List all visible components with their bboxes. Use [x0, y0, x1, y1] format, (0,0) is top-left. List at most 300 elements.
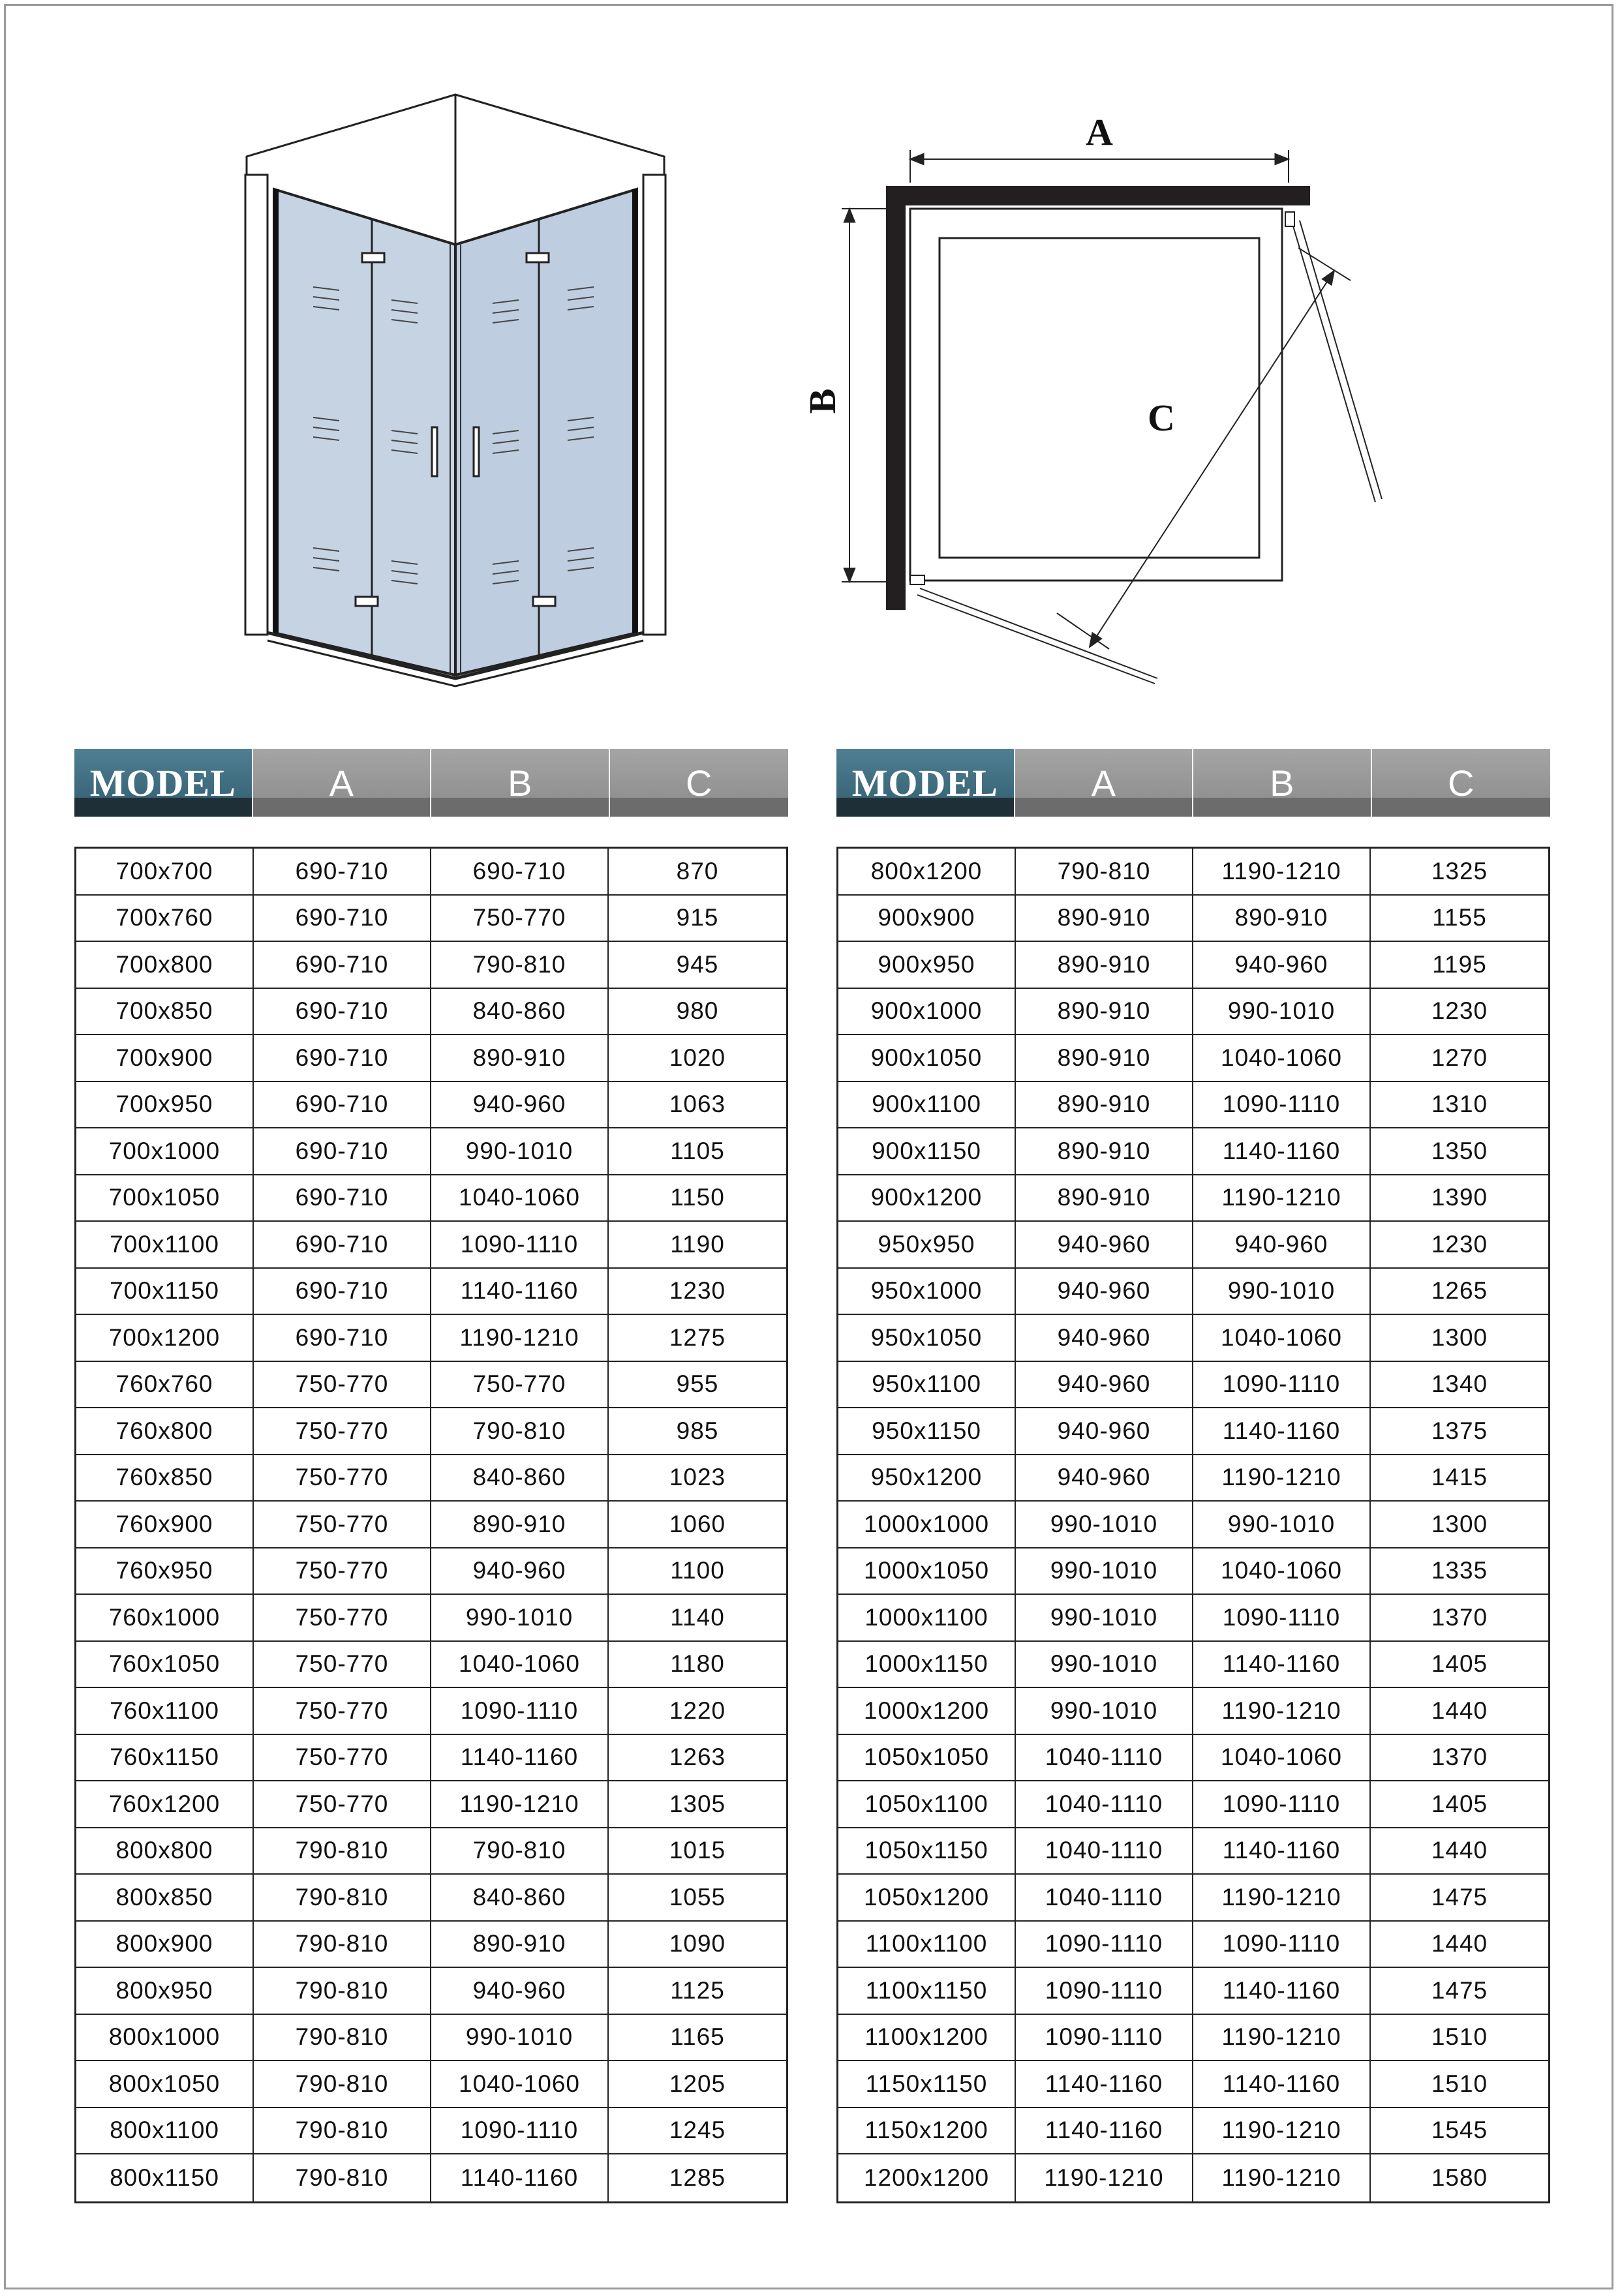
cell-a: 940-960 — [1016, 1315, 1193, 1361]
header-b: B — [431, 749, 610, 817]
table-row — [838, 2015, 1548, 2062]
table-row — [838, 2154, 1548, 2201]
cell-b: 1140-1160 — [1193, 1408, 1371, 1454]
cell-b: 890-910 — [431, 1502, 609, 1547]
table-row — [76, 1922, 786, 1969]
cell-c: 1310 — [1431, 1091, 1488, 1118]
cell-b: 1190-1210 — [431, 1781, 609, 1827]
cell-b: 840-860 — [431, 1455, 609, 1501]
cell-model: 760x1000 — [76, 1595, 254, 1640]
cell-c: 1405 — [1431, 1790, 1488, 1817]
cell-a: 690-710 — [254, 942, 431, 988]
cell-b: 1140-1160 — [1193, 1968, 1371, 2014]
cell-b: 1090-1110 — [431, 1688, 609, 1734]
table-row — [838, 1315, 1548, 1362]
cell-c: 1015 — [669, 1837, 726, 1864]
cell-c: 1230 — [1431, 997, 1488, 1025]
cell-a: 1190-1210 — [1016, 2154, 1193, 2201]
cell-c: 985 — [676, 1417, 719, 1444]
cell-model: 800x800 — [76, 1828, 254, 1874]
cell-model: 1200x1200 — [838, 2154, 1016, 2201]
table-row — [76, 2108, 786, 2155]
table-row — [76, 942, 786, 989]
cell-a: 1140-1160 — [1016, 2108, 1193, 2154]
cell-model: 1000x1050 — [838, 1548, 1016, 1594]
cell-a: 750-770 — [254, 1595, 431, 1640]
cell-model: 700x1100 — [76, 1222, 254, 1267]
table-body — [74, 847, 788, 2203]
table-row — [76, 1688, 786, 1735]
cell-c: 1475 — [1431, 1883, 1488, 1911]
cell-model: 950x1100 — [838, 1362, 1016, 1408]
cell-b: 1040-1060 — [1193, 1735, 1371, 1781]
cell-model: 700x850 — [76, 989, 254, 1035]
cell-b: 990-1010 — [1193, 989, 1371, 1035]
cell-c: 1245 — [669, 2117, 726, 2144]
cell-c: 1190 — [670, 1230, 725, 1258]
cell-b: 1040-1060 — [431, 2061, 609, 2107]
table-row — [76, 1408, 786, 1455]
cell-a: 1090-1110 — [1016, 2015, 1193, 2061]
cell-c: 1350 — [1431, 1137, 1488, 1164]
cell-model: 800x1150 — [76, 2154, 254, 2201]
cell-a: 940-960 — [1016, 1408, 1193, 1454]
cell-c: 1335 — [1431, 1557, 1488, 1584]
table-row — [76, 1455, 786, 1502]
cell-b: 1140-1160 — [431, 1735, 609, 1781]
table-row — [838, 1595, 1548, 1642]
cell-c: 1510 — [1431, 2023, 1488, 2051]
table-row — [76, 1828, 786, 1875]
cell-c: 1263 — [669, 1744, 726, 1771]
cell-c: 870 — [676, 857, 719, 884]
table-row — [838, 1548, 1548, 1595]
table-row — [838, 1922, 1548, 1969]
cell-c: 1545 — [1431, 2117, 1488, 2144]
cell-model: 760x850 — [76, 1455, 254, 1501]
cell-c: 955 — [676, 1370, 719, 1398]
cell-a: 690-710 — [254, 1175, 431, 1221]
cell-c: 1140 — [670, 1603, 725, 1631]
cell-c: 1180 — [670, 1650, 725, 1678]
cell-a: 990-1010 — [1016, 1548, 1193, 1594]
cell-a: 940-960 — [1016, 1455, 1193, 1501]
spec-table-left — [74, 749, 788, 2203]
label-b: B — [801, 388, 844, 414]
cell-model: 1050x1050 — [838, 1735, 1016, 1781]
cell-a: 790-810 — [254, 2108, 431, 2154]
cell-b: 1140-1160 — [1193, 1642, 1371, 1687]
cell-b: 1090-1110 — [1193, 1362, 1371, 1408]
cell-model: 760x760 — [76, 1362, 254, 1408]
cell-c: 980 — [676, 997, 719, 1025]
cell-b: 1140-1160 — [431, 2154, 609, 2201]
table-row — [838, 1875, 1548, 1922]
cell-c: 1055 — [669, 1883, 726, 1911]
cell-model: 700x1150 — [76, 1269, 254, 1314]
header-c: C — [610, 749, 789, 817]
cell-a: 790-810 — [254, 2015, 431, 2061]
cell-b: 890-910 — [1193, 896, 1371, 941]
cell-c: 1105 — [670, 1137, 725, 1164]
cell-b: 1190-1210 — [1193, 2154, 1371, 2201]
cell-b: 790-810 — [431, 1828, 609, 1874]
cell-b: 790-810 — [431, 942, 609, 988]
cell-b: 940-960 — [431, 1082, 609, 1128]
cell-model: 900x1050 — [838, 1035, 1016, 1081]
cell-b: 1190-1210 — [431, 1315, 609, 1361]
cell-model: 1150x1150 — [838, 2061, 1016, 2107]
cell-a: 1090-1110 — [1016, 1922, 1193, 1967]
cell-c: 1370 — [1431, 1603, 1488, 1631]
cell-a: 890-910 — [1016, 1082, 1193, 1128]
cell-a: 990-1010 — [1016, 1502, 1193, 1547]
cell-c: 1300 — [1431, 1323, 1488, 1351]
table-row — [838, 1502, 1548, 1548]
cell-model: 800x1200 — [838, 849, 1016, 894]
table-row — [838, 1362, 1548, 1409]
cell-model: 950x1150 — [838, 1408, 1016, 1454]
cell-b: 1190-1210 — [1193, 849, 1371, 894]
cell-b: 1090-1110 — [1193, 1595, 1371, 1640]
cell-c: 1020 — [669, 1044, 726, 1071]
cell-model: 800x900 — [76, 1922, 254, 1967]
cell-b: 990-1010 — [431, 1128, 609, 1174]
cell-c: 1270 — [1431, 1044, 1488, 1071]
cell-b: 1140-1160 — [431, 1269, 609, 1314]
cell-model: 700x800 — [76, 942, 254, 988]
spec-table-right — [836, 749, 1550, 2203]
cell-c: 1205 — [669, 2070, 726, 2097]
cell-a: 990-1010 — [1016, 1642, 1193, 1687]
cell-c: 1440 — [1431, 1837, 1488, 1864]
cell-b: 750-770 — [431, 896, 609, 941]
cell-a: 690-710 — [254, 1222, 431, 1267]
cell-b: 1190-1210 — [1193, 1455, 1371, 1501]
cell-model: 900x1100 — [838, 1082, 1016, 1128]
table-row — [838, 1128, 1548, 1175]
cell-c: 1475 — [1431, 1976, 1488, 2004]
dimension-diagram — [783, 91, 1409, 718]
cell-model: 1050x1200 — [838, 1875, 1016, 1920]
table-row — [838, 1222, 1548, 1269]
cell-c: 1325 — [1431, 857, 1488, 884]
table-row — [838, 1269, 1548, 1316]
cell-a: 1140-1160 — [1016, 2061, 1193, 2107]
cell-model: 760x1100 — [76, 1688, 254, 1734]
cell-b: 1090-1110 — [1193, 1082, 1371, 1128]
cell-a: 940-960 — [1016, 1362, 1193, 1408]
cell-model: 1000x1150 — [838, 1642, 1016, 1687]
cell-a: 1040-1110 — [1016, 1875, 1193, 1920]
table-row — [838, 942, 1548, 989]
table-row — [76, 896, 786, 943]
cell-model: 800x1100 — [76, 2108, 254, 2154]
cell-a: 790-810 — [254, 1828, 431, 1874]
table-row — [76, 1082, 786, 1129]
table-row — [76, 1548, 786, 1595]
cell-c: 1415 — [1431, 1464, 1488, 1491]
cell-a: 990-1010 — [1016, 1595, 1193, 1640]
table-row — [838, 2061, 1548, 2108]
table-row — [838, 1455, 1548, 1502]
cell-a: 1090-1110 — [1016, 1968, 1193, 2014]
cell-model: 900x1200 — [838, 1175, 1016, 1221]
cell-a: 890-910 — [1016, 1175, 1193, 1221]
cell-a: 690-710 — [254, 896, 431, 941]
table-row — [76, 989, 786, 1036]
cell-b: 940-960 — [1193, 942, 1371, 988]
cell-model: 900x1000 — [838, 989, 1016, 1035]
cell-a: 750-770 — [254, 1548, 431, 1594]
header-model: MODEL — [836, 749, 1015, 817]
cell-c: 1155 — [1432, 904, 1487, 931]
cell-model: 760x950 — [76, 1548, 254, 1594]
cell-c: 1440 — [1431, 1930, 1488, 1957]
cell-a: 750-770 — [254, 1362, 431, 1408]
cell-model: 1100x1200 — [838, 2015, 1016, 2061]
cell-c: 945 — [676, 950, 719, 978]
cell-b: 940-960 — [431, 1548, 609, 1594]
cell-a: 750-770 — [254, 1408, 431, 1454]
cell-c: 1300 — [1431, 1510, 1488, 1537]
table-row — [838, 989, 1548, 1036]
cell-b: 990-1010 — [431, 1595, 609, 1640]
label-c: C — [1148, 397, 1175, 439]
cell-a: 690-710 — [254, 1035, 431, 1081]
cell-b: 1040-1060 — [1193, 1035, 1371, 1081]
cell-c: 1390 — [1431, 1184, 1488, 1211]
cell-model: 700x760 — [76, 896, 254, 941]
cell-model: 950x950 — [838, 1222, 1016, 1267]
table-row — [76, 1595, 786, 1642]
cell-model: 760x1050 — [76, 1642, 254, 1687]
table-row — [838, 1968, 1548, 2015]
cell-model: 760x800 — [76, 1408, 254, 1454]
cell-a: 790-810 — [254, 1922, 431, 1967]
cell-model: 800x850 — [76, 1875, 254, 1920]
table-row — [76, 1642, 786, 1689]
cell-a: 790-810 — [254, 1875, 431, 1920]
cell-model: 1000x1100 — [838, 1595, 1016, 1640]
cell-c: 1265 — [1431, 1277, 1488, 1305]
cell-model: 700x1000 — [76, 1128, 254, 1174]
table-row — [76, 1968, 786, 2015]
table-row — [838, 2108, 1548, 2155]
table-row — [838, 1735, 1548, 1782]
cell-c: 915 — [676, 904, 719, 931]
cell-model: 1050x1150 — [838, 1828, 1016, 1874]
cell-c: 1230 — [669, 1277, 726, 1305]
cell-model: 700x1200 — [76, 1315, 254, 1361]
cell-b: 1040-1060 — [1193, 1315, 1371, 1361]
cell-a: 750-770 — [254, 1502, 431, 1547]
cell-model: 900x1150 — [838, 1128, 1016, 1174]
cell-c: 1305 — [669, 1790, 726, 1817]
table-row — [76, 1269, 786, 1316]
table-row — [76, 1315, 786, 1362]
cell-a: 890-910 — [1016, 942, 1193, 988]
table-row — [76, 2154, 786, 2201]
table-body — [836, 847, 1550, 2203]
cell-c: 1440 — [1431, 1697, 1488, 1724]
header-model: MODEL — [74, 749, 253, 817]
cell-a: 750-770 — [254, 1781, 431, 1827]
cell-model: 1100x1150 — [838, 1968, 1016, 2014]
cell-a: 690-710 — [254, 1128, 431, 1174]
table-row — [76, 1128, 786, 1175]
cell-b: 990-1010 — [431, 2015, 609, 2061]
label-a: A — [1086, 111, 1113, 153]
cell-a: 750-770 — [254, 1642, 431, 1687]
cell-c: 1580 — [1431, 2164, 1488, 2191]
cell-b: 940-960 — [1193, 1222, 1371, 1267]
cell-c: 1340 — [1431, 1370, 1488, 1398]
cell-b: 990-1010 — [1193, 1269, 1371, 1314]
cell-a: 940-960 — [1016, 1222, 1193, 1267]
cell-c: 1150 — [670, 1184, 725, 1211]
table-row — [76, 2015, 786, 2062]
table-row — [76, 1175, 786, 1222]
table-row — [838, 1175, 1548, 1222]
cell-b: 690-710 — [431, 849, 609, 894]
cell-model: 1150x1200 — [838, 2108, 1016, 2154]
cell-model: 1100x1100 — [838, 1922, 1016, 1967]
table-row — [838, 1642, 1548, 1689]
cell-model: 950x1050 — [838, 1315, 1016, 1361]
cell-c: 1285 — [669, 2164, 726, 2191]
cell-model: 760x1150 — [76, 1735, 254, 1781]
cell-model: 700x900 — [76, 1035, 254, 1081]
cell-c: 1090 — [669, 1930, 726, 1957]
cell-model: 900x950 — [838, 942, 1016, 988]
cell-c: 1405 — [1431, 1650, 1488, 1678]
table-row — [76, 1875, 786, 1922]
table-row — [838, 1082, 1548, 1129]
cell-b: 790-810 — [431, 1408, 609, 1454]
cell-model: 800x1050 — [76, 2061, 254, 2107]
cell-a: 1040-1110 — [1016, 1781, 1193, 1827]
cell-a: 790-810 — [1016, 849, 1193, 894]
cell-a: 890-910 — [1016, 1035, 1193, 1081]
table-row — [838, 849, 1548, 896]
cell-model: 700x950 — [76, 1082, 254, 1128]
header-a: A — [1015, 749, 1194, 817]
cell-b: 750-770 — [431, 1362, 609, 1408]
cell-a: 890-910 — [1016, 1128, 1193, 1174]
cell-a: 790-810 — [254, 2154, 431, 2201]
cell-c: 1220 — [669, 1697, 726, 1724]
cell-model: 800x1000 — [76, 2015, 254, 2061]
cell-b: 1090-1110 — [431, 1222, 609, 1267]
table-row — [76, 1735, 786, 1782]
cell-b: 1140-1160 — [1193, 1128, 1371, 1174]
cell-b: 840-860 — [431, 1875, 609, 1920]
cell-b: 1090-1110 — [1193, 1781, 1371, 1827]
cell-c: 1510 — [1431, 2070, 1488, 2097]
cell-c: 1100 — [670, 1557, 725, 1584]
cell-a: 1040-1110 — [1016, 1828, 1193, 1874]
cell-model: 760x900 — [76, 1502, 254, 1547]
table-row — [838, 1035, 1548, 1082]
cell-c: 1230 — [1431, 1230, 1488, 1258]
cell-model: 950x1200 — [838, 1455, 1016, 1501]
table-row — [76, 1502, 786, 1548]
table-row — [76, 2061, 786, 2108]
cell-c: 1275 — [669, 1323, 726, 1351]
cell-model: 1000x1200 — [838, 1688, 1016, 1734]
cell-a: 1040-1110 — [1016, 1735, 1193, 1781]
cell-a: 890-910 — [1016, 896, 1193, 941]
cell-a: 790-810 — [254, 2061, 431, 2107]
cell-model: 700x700 — [76, 849, 254, 894]
cell-b: 1190-1210 — [1193, 1875, 1371, 1920]
header-c: C — [1372, 749, 1551, 817]
header-b: B — [1193, 749, 1372, 817]
cell-c: 1125 — [670, 1976, 725, 2004]
cell-b: 840-860 — [431, 989, 609, 1035]
cell-c: 1370 — [1431, 1744, 1488, 1771]
cell-model: 800x950 — [76, 1968, 254, 2014]
cell-a: 890-910 — [1016, 989, 1193, 1035]
cell-a: 990-1010 — [1016, 1688, 1193, 1734]
cell-a: 750-770 — [254, 1735, 431, 1781]
cell-b: 1040-1060 — [431, 1642, 609, 1687]
cell-model: 1000x1000 — [838, 1502, 1016, 1547]
cell-a: 690-710 — [254, 1315, 431, 1361]
table-row — [838, 896, 1548, 943]
table-row — [838, 1781, 1548, 1828]
table-row — [76, 1222, 786, 1269]
cell-model: 1050x1100 — [838, 1781, 1016, 1827]
table-row — [76, 1781, 786, 1828]
cell-model: 700x1050 — [76, 1175, 254, 1221]
table-header — [74, 749, 788, 817]
cell-a: 940-960 — [1016, 1269, 1193, 1314]
cell-a: 750-770 — [254, 1688, 431, 1734]
cell-b: 1140-1160 — [1193, 2061, 1371, 2107]
cell-a: 750-770 — [254, 1455, 431, 1501]
cell-c: 1023 — [669, 1464, 726, 1491]
cell-b: 1090-1110 — [1193, 1922, 1371, 1967]
cell-a: 690-710 — [254, 849, 431, 894]
cell-b: 1190-1210 — [1193, 2015, 1371, 2061]
cell-c: 1195 — [1432, 950, 1487, 978]
cell-model: 760x1200 — [76, 1781, 254, 1827]
cell-b: 940-960 — [431, 1968, 609, 2014]
cell-b: 1040-1060 — [431, 1175, 609, 1221]
cell-b: 890-910 — [431, 1922, 609, 1967]
cell-model: 900x900 — [838, 896, 1016, 941]
cell-b: 990-1010 — [1193, 1502, 1371, 1547]
cell-model: 950x1000 — [838, 1269, 1016, 1314]
table-row — [838, 1408, 1548, 1455]
table-row — [76, 1362, 786, 1409]
cell-b: 1040-1060 — [1193, 1548, 1371, 1594]
cell-c: 1165 — [670, 2023, 725, 2051]
cell-b: 1190-1210 — [1193, 1688, 1371, 1734]
cell-b: 1190-1210 — [1193, 1175, 1371, 1221]
table-header — [836, 749, 1550, 817]
cell-a: 690-710 — [254, 989, 431, 1035]
header-a: A — [253, 749, 432, 817]
table-row — [838, 1828, 1548, 1875]
cell-a: 690-710 — [254, 1269, 431, 1314]
shower-enclosure-illustration — [176, 78, 685, 691]
cell-a: 790-810 — [254, 1968, 431, 2014]
cell-b: 1190-1210 — [1193, 2108, 1371, 2154]
cell-b: 1090-1110 — [431, 2108, 609, 2154]
